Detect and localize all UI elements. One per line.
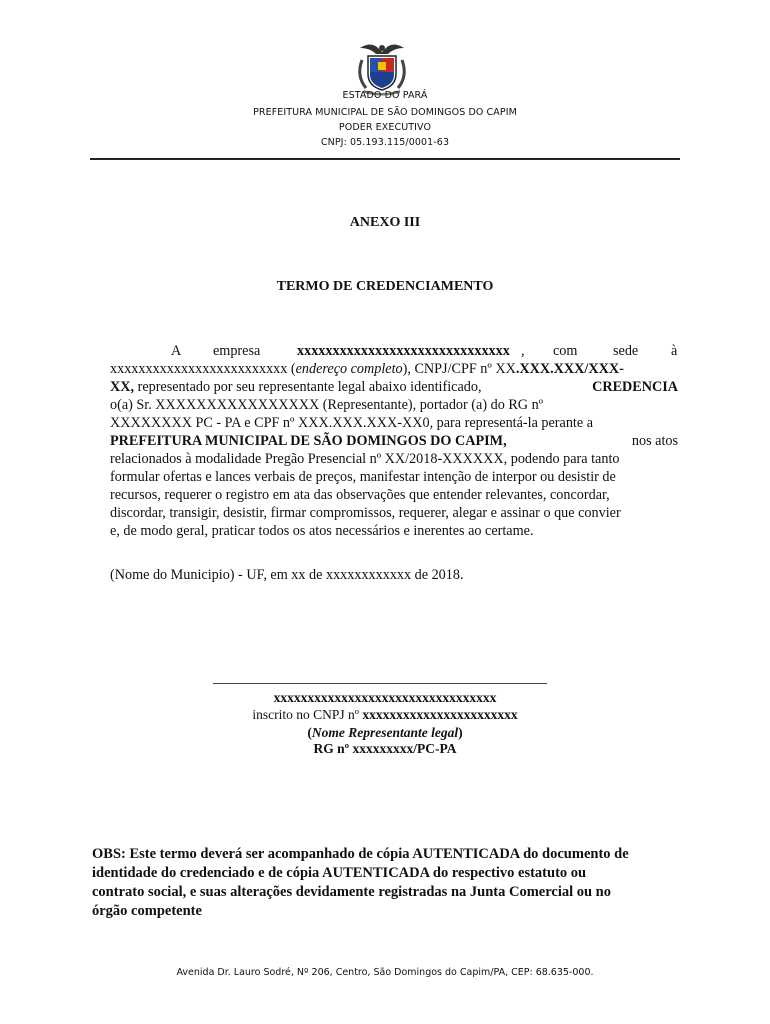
header-state: ESTADO DO PARÁ <box>342 90 428 101</box>
signature-company: xxxxxxxxxxxxxxxxxxxxxxxxxxxxxxxxx <box>273 690 497 705</box>
signature-line <box>213 683 547 684</box>
body-line-6: PREFEITURA MUNICIPAL DE SÃO DOMINGOS DO CAPIM, nos atos <box>110 433 678 449</box>
body-line-8: formular ofertas e lances verbais de preços, manifestar intenção de interpor ou desistir de <box>110 469 616 485</box>
body-line-9: recursos, requerer o registro em ata das observações que entender relevantes, concordar, <box>110 487 610 503</box>
document-page: ESTADO DO PARÁ PREFEITURA MUNICIPAL DE SÃO DOMINGOS DO CAPIM PODER EXECUTIVO CNPJ: 05.193.115/0001-63 ANEXO III TERMO DE CREDENCIAMENTO A empresa xxxxxxxxxxxxxxxxxxxxxxxxxxxxxx , com sede à xxxxxxxxxxxxxxxxxxxxxxxxx (endereço completo), CNPJ/CPF nº XX.XXX.XXX/XXX- XX, representado por seu representante legal abaixo identificado, CREDENCIA o(a) Sr. XXXXXXXXXXXXXXXX (Representante), portador (a) do RG nº XXXXXXXX PC - PA e CPF nº XXX.XXX.XXX-XX0, para representá-la perante a PREFEITURA MUNICIPAL DE SÃO DOMINGOS DO CAPIM, nos atos relacionados à modalidade Pregão Presencial nº XX/2018-XXXXXX, podendo para tanto formular ofertas e lances verbais de preços, manifestar intenção de interpor ou desistir de recursos, requerer o registro em ata das observações que entender relevantes, concordar, discordar, transigir, desistir, firmar compromissos, requerer, alegar e assinar o que convier e, de modo geral, praticar todos os atos necessários e inerentes ao certame. (Nome do Municipio) - UF, em xx de xxxxxxxxxxxx de 2018. xxxxxxxxxxxxxxxxxxxxxxxxxxxxxxxxx inscrito no CNPJ nº xxxxxxxxxxxxxxxxxxxxxxx (Nome Representante legal) RG nº xxxxxxxxx/PC-PA OBS: Este termo deverá ser acompanhado de cópia AUTENTICADA do documento de identidade do credenciado e de cópia AUTENTICADA do respectivo estatuto ou contrato social, e suas alterações devidamente registradas na Junta Comercial ou no órgão competente Avenida Dr. Lauro Sodré, Nº 206, Centro, São Domingos do Capim/PA, CEP: 68.635-000. <box>0 0 770 1024</box>
body-line-5: XXXXXXXX PC - PA e CPF nº XXX.XXX.XXX-XX0, para representá-la perante a <box>110 415 594 431</box>
footer-address: Avenida Dr. Lauro Sodré, Nº 206, Centro, São Domingos do Capim/PA, CEP: 68.635-000. <box>176 967 594 978</box>
body-line-4: o(a) Sr. XXXXXXXXXXXXXXXX (Representante), portador (a) do RG nº <box>110 397 544 413</box>
obs-line-3: contrato social, e suas alterações devidamente registradas na Junta Comercial ou no <box>92 884 611 900</box>
obs-line-4: órgão competente <box>92 903 202 919</box>
header-branch: PODER EXECUTIVO <box>338 122 432 133</box>
company-placeholder: xxxxxxxxxxxxxxxxxxxxxxxxxxxxxx <box>297 343 510 359</box>
signature-rg: RG nº xxxxxxxxx/PC-PA <box>313 741 457 756</box>
header-cnpj: CNPJ: 05.193.115/0001-63 <box>320 137 450 148</box>
body-line-3: XX, representado por seu representante legal abaixo identificado, CREDENCIA <box>110 379 678 395</box>
signature-cnpj: inscrito no CNPJ nº xxxxxxxxxxxxxxxxxxxxxxx <box>252 707 518 722</box>
header-divider <box>90 158 680 160</box>
obs-line-2: identidade do credenciado e de cópia AUTENTICADA do respectivo estatuto ou <box>92 865 587 881</box>
body-line-11: e, de modo geral, praticar todos os atos necessários e inerentes ao certame. <box>110 523 534 539</box>
place-and-date: (Nome do Municipio) - UF, em xx de xxxxxxxxxxxx de 2018. <box>110 567 464 583</box>
body-line-7: relacionados à modalidade Pregão Presencial nº XX/2018-XXXXXX, podendo para tanto <box>110 451 620 467</box>
body-line-2: xxxxxxxxxxxxxxxxxxxxxxxxx (endereço completo), CNPJ/CPF nº XX.XXX.XXX/XXX- <box>110 361 624 377</box>
document-title: TERMO DE CREDENCIAMENTO <box>276 279 494 294</box>
body-line-10: discordar, transigir, desistir, firmar compromissos, requerer, alegar e assinar o que convier <box>110 505 621 521</box>
header-prefecture: PREFEITURA MUNICIPAL DE SÃO DOMINGOS DO CAPIM <box>253 107 517 118</box>
annex-title: ANEXO III <box>349 215 421 230</box>
obs-line-1: OBS: Este termo deverá ser acompanhado de cópia AUTENTICADA do documento de <box>92 846 629 862</box>
signature-representative: (Nome Representante legal) <box>307 725 463 740</box>
coat-of-arms-icon <box>354 38 410 96</box>
